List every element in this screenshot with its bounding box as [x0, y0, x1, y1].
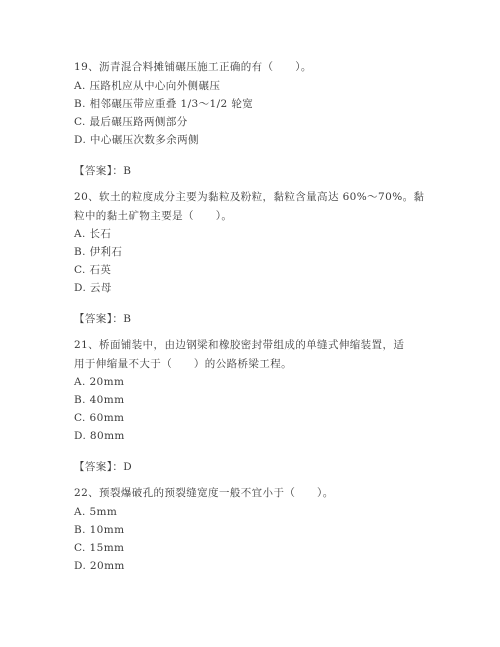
question-21-stem-line-2: 用于伸缩量不大于（ ）的公路桥梁工程。 [74, 358, 292, 370]
question-22-option-a: A. 5mm [74, 506, 118, 518]
question-19-stem: 19、沥青混合料摊铺碾压施工正确的有（ ）。 [74, 61, 312, 73]
question-21-option-b: B. 40mm [74, 394, 125, 406]
question-21-answer: 【答案】：D [74, 461, 133, 473]
question-22-option-c: C. 15mm [74, 542, 125, 554]
question-19-option-a: A. 压路机应从中心向外侧碾压 [74, 80, 221, 92]
question-20-option-b: B. 伊利石 [74, 246, 123, 258]
question-22-stem: 22、预裂爆破孔的预裂缝宽度一般不宜小于（ ）。 [74, 487, 334, 499]
question-22-option-b: B. 10mm [74, 524, 125, 536]
question-21-option-c: C. 60mm [74, 412, 125, 424]
question-19-option-d: D. 中心碾压次数多余两侧 [74, 134, 199, 146]
question-19-option-b: B. 相邻碾压带应重叠 1/3～1/2 轮宽 [74, 98, 254, 110]
question-19-answer: 【答案】：B [74, 165, 132, 177]
question-19-option-c: C. 最后碾压路两侧部分 [74, 116, 188, 128]
question-20-option-a: A. 长石 [74, 228, 112, 240]
question-20-answer: 【答案】：B [74, 313, 132, 325]
question-20-stem-line-1: 20、软土的粒度成分主要为黏粒及粉粒，黏粒含量高达 60%～70%。黏 [74, 191, 425, 203]
question-20-stem-line-2: 粒中的黏土矿物主要是（ ）。 [74, 210, 233, 222]
question-21-option-d: D. 80mm [74, 430, 125, 442]
question-20-option-c: C. 石英 [74, 264, 112, 276]
question-22-option-d: D. 20mm [74, 560, 125, 572]
question-21-stem-line-1: 21、桥面铺装中，由边钢梁和橡胶密封带组成的单缝式伸缩装置，适 [74, 339, 405, 351]
question-21-option-a: A. 20mm [74, 376, 125, 388]
question-20-option-d: D. 云母 [74, 282, 112, 294]
